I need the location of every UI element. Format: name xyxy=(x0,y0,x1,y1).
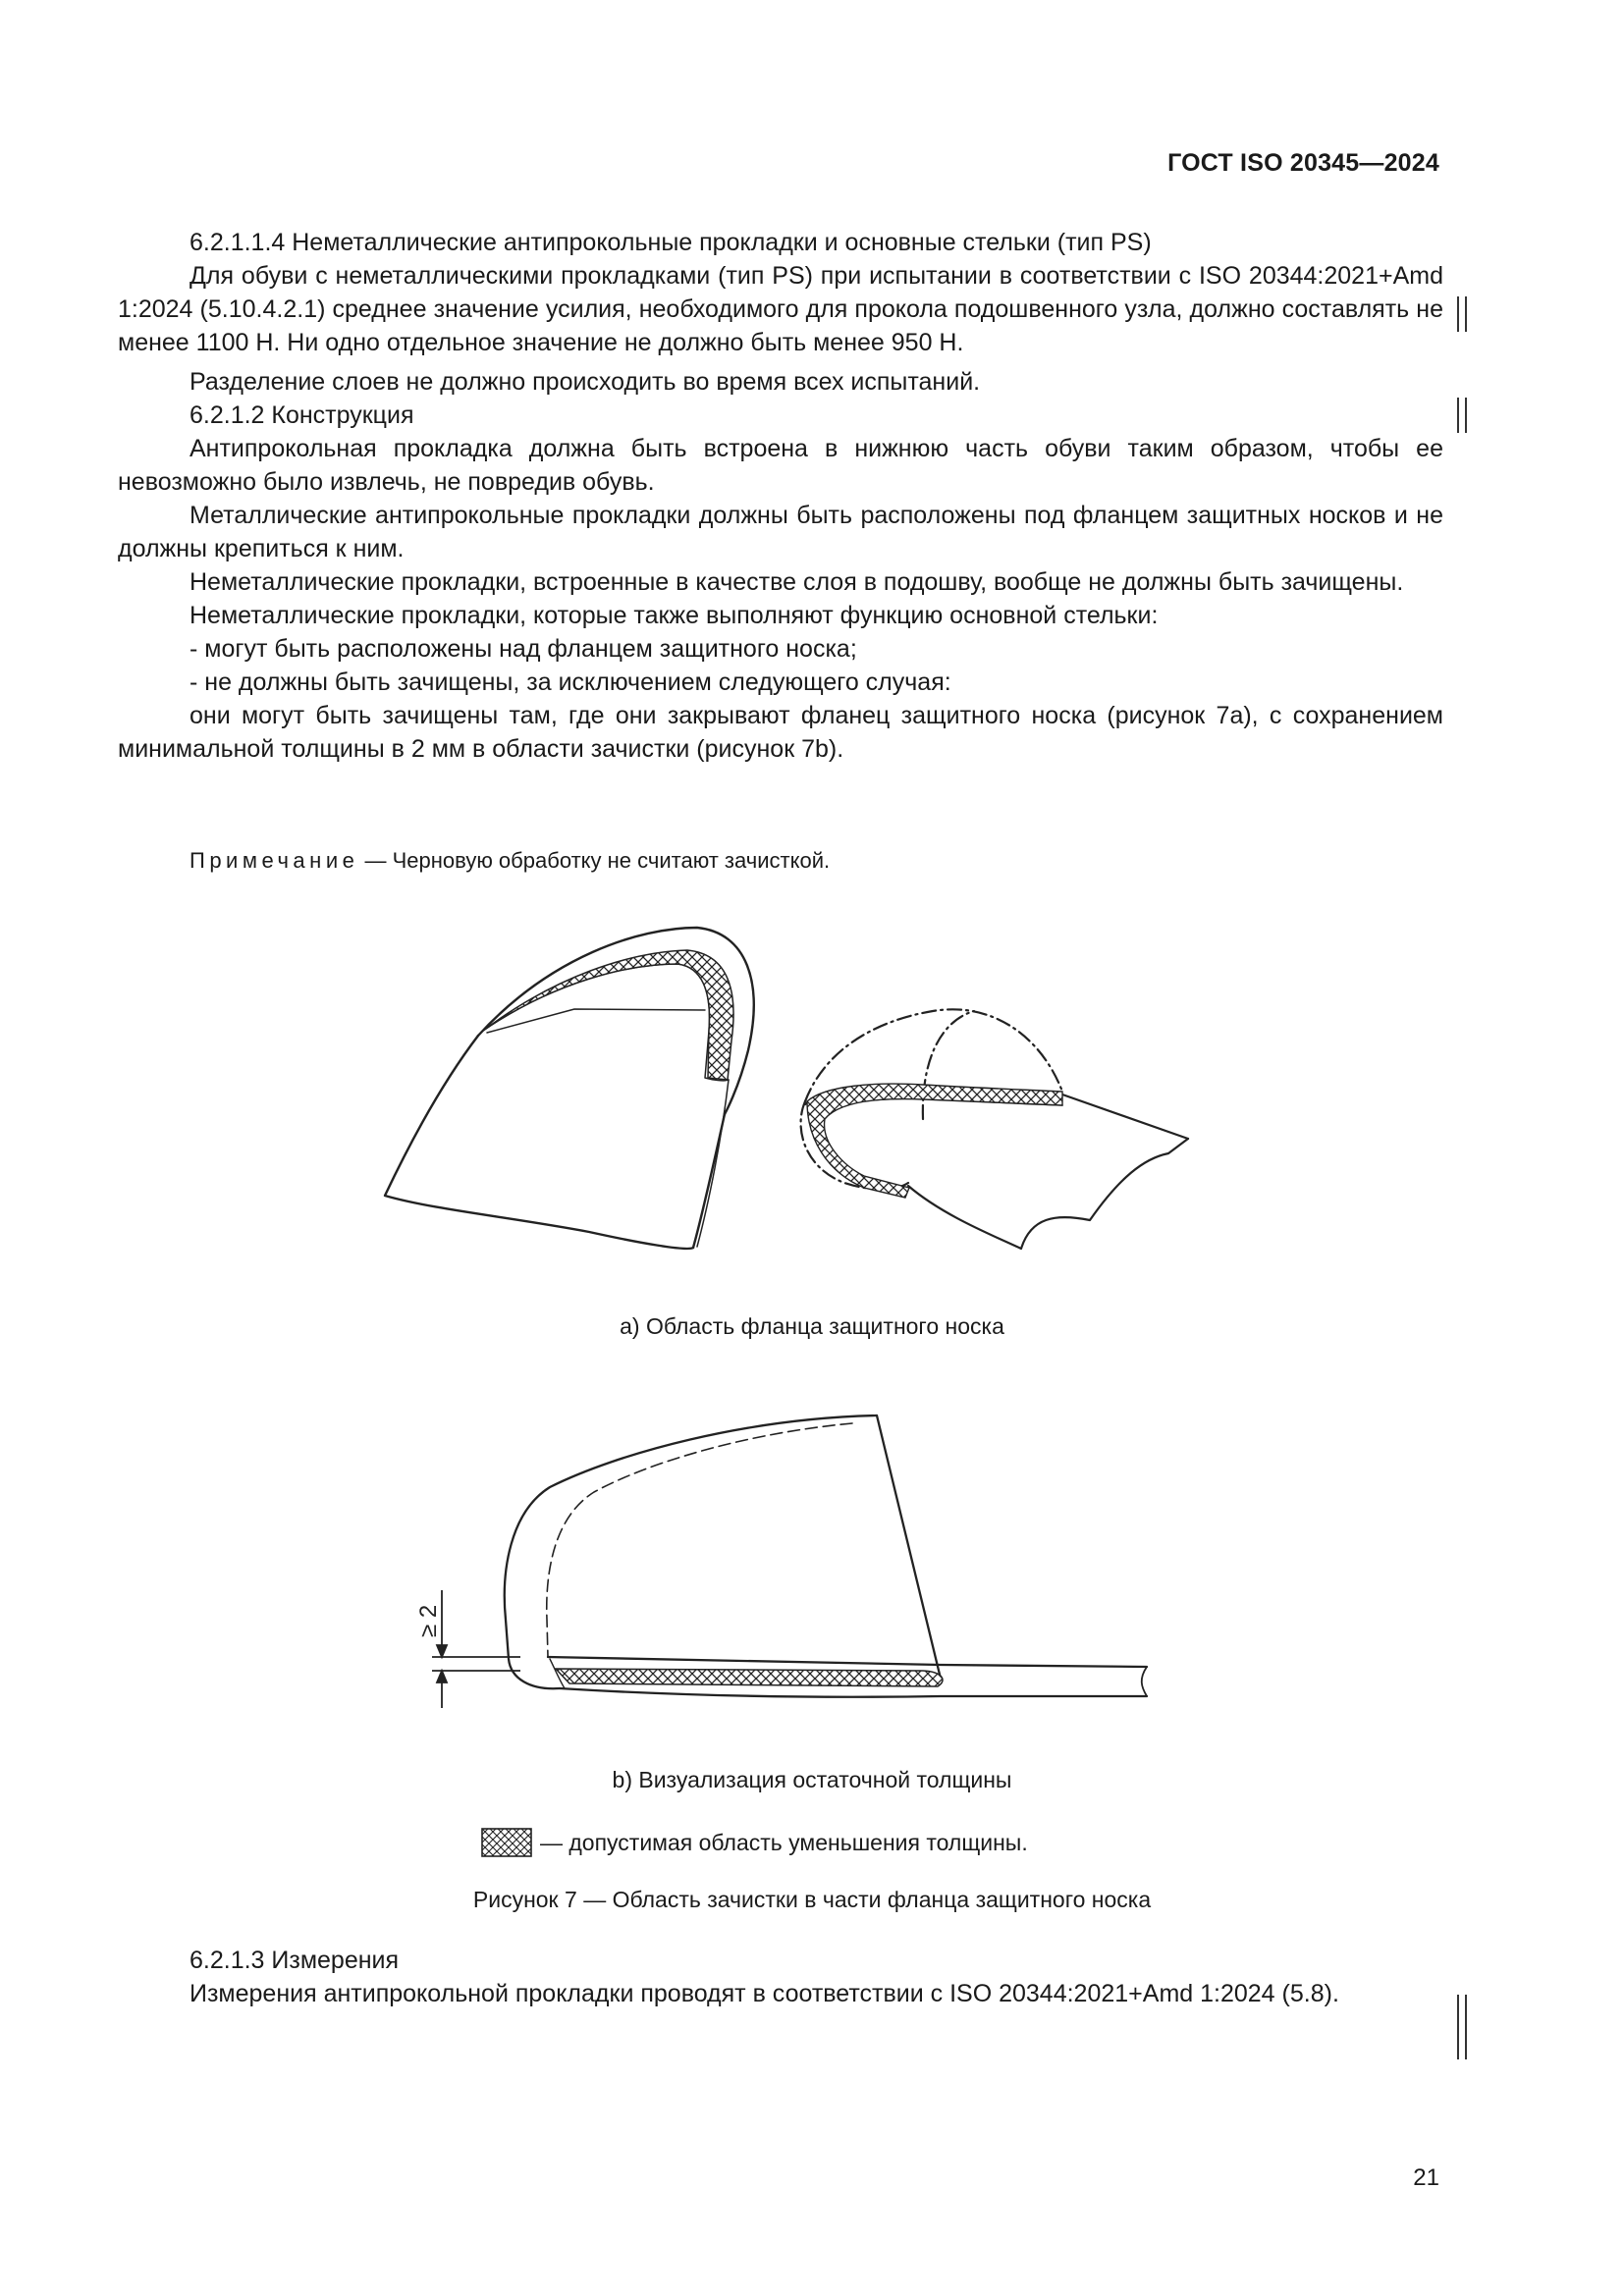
clause-heading: 6.2.1.3 Измерения xyxy=(189,1947,400,1974)
dimension-label: ≥ 2 xyxy=(415,1604,442,1637)
list-item: - не должны быть зачищены, за исключением следующего случая: xyxy=(189,668,951,696)
figure-7b-drawing xyxy=(415,1399,1208,1718)
paragraph: Неметаллические прокладки, встроенные в качестве слоя в подошву, вообще не должны быть зачищены. xyxy=(189,568,1404,596)
change-bar xyxy=(1457,1995,1467,2059)
document-header: ГОСТ ISO 20345—2024 xyxy=(1167,149,1439,177)
figure-title: Рисунок 7 — Область зачистки в части фланца защитного носка xyxy=(472,1887,1152,1912)
note-label: Примечание xyxy=(189,848,359,873)
figure-legend xyxy=(481,1826,1028,1859)
note-dash: — xyxy=(364,848,387,873)
section-measurements xyxy=(118,1944,1443,2010)
hatch-swatch-icon xyxy=(481,1828,532,1857)
paragraph: Неметаллические прокладки, которые также выполняют функцию основной стельки: xyxy=(189,602,1159,629)
figure-7b-caption: b) Визуализация остаточной толщины xyxy=(612,1767,1012,1792)
paragraph: Измерения антипрокольной прокладки проводят в соответствии с ISO 20344:2021+Amd 1:2024 (5.8). xyxy=(189,1980,1339,2007)
hatched-insole-area xyxy=(807,1084,1062,1198)
figure-7a-drawing xyxy=(373,908,1257,1281)
change-bar xyxy=(1457,296,1467,332)
hatched-flange-area xyxy=(483,950,733,1080)
note xyxy=(189,846,830,876)
figure-7a-caption: а) Область фланца защитного носка xyxy=(620,1313,1004,1339)
toe-cap-section xyxy=(505,1415,1147,1697)
list-item: - могут быть расположены над фланцем защитного носка; xyxy=(189,635,857,663)
page-number: 21 xyxy=(1413,2164,1439,2191)
paragraph: они могут быть зачищены там, где они закрывают фланец защитного носка (рисунок 7а), с сохранением минимальной толщины в 2 мм в области зачистки (рисунок 7b). xyxy=(118,702,1443,763)
legend-text: — допустимая область уменьшения толщины. xyxy=(540,1829,1028,1855)
clause-heading: 6.2.1.2 Конструкция xyxy=(189,401,414,429)
hatched-reduction-area xyxy=(556,1669,943,1686)
paragraph: Металлические антипрокольные прокладки должны быть расположены под фланцем защитных носков и не должны крепиться к ним. xyxy=(118,502,1443,562)
change-bar xyxy=(1457,398,1467,433)
paragraph: Антипрокольная прокладка должна быть встроена в нижнюю часть обуви таким образом, чтобы ее невозможно было извлечь, не повредив обувь. xyxy=(118,435,1443,496)
body-text xyxy=(118,226,1443,766)
toe-cap-perspective-view xyxy=(801,1009,1188,1249)
paragraph: Для обуви с неметаллическими прокладками (тип PS) при испытании в соответствии с ISO 20344:2021+Amd 1:2024 (5.10.4.2.1) среднее значение усилия, необходимого для прокола подошвенного узла, должно составлять не менее 1100 Н. Ни одно отдельное значение не должно быть менее 950 Н. xyxy=(118,262,1443,356)
clause-heading: 6.2.1.1.4 Неметаллические антипрокольные прокладки и основные стельки (тип PS) xyxy=(189,229,1152,256)
note-text: Черновую обработку не считают зачисткой. xyxy=(392,848,831,873)
paragraph: Разделение слоев не должно происходить во время всех испытаний. xyxy=(189,368,981,396)
